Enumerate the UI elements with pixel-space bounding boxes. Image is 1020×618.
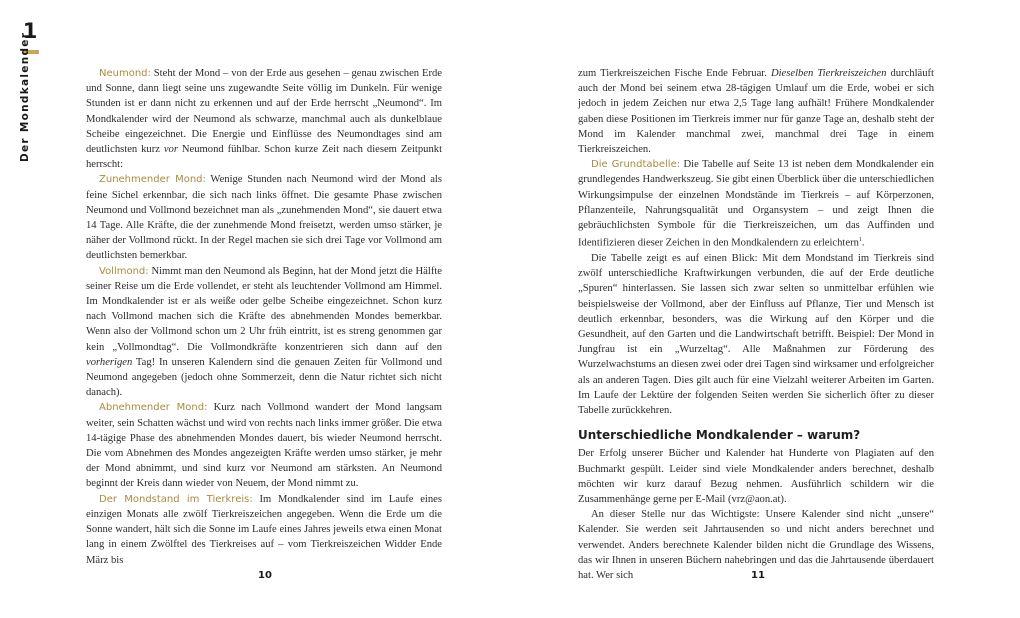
paragraph-text: . [861, 237, 865, 249]
emphasis-text: vor [163, 144, 178, 156]
page-number-right: 11 [751, 570, 765, 581]
emphasis-text: Dieselben Tierkreiszeichen [770, 68, 887, 79]
chapter-number: 1 [22, 19, 38, 43]
keyword-zunehmender-mond: Zunehmender Mond: [99, 174, 206, 186]
keyword-mondstand-tierkreis: Der Mondstand im Tierkreis: [99, 493, 253, 505]
paragraph-text: Neumond fühlbar. Schon kurze Zeit nach diesem Zeitpunkt herrscht: [86, 144, 443, 171]
paragraph-continuation [578, 66, 934, 157]
paragraph-text: durchläuft auch der Mond bei seinem etwa 28-tägigen Umlauf um die Erde, wobei er sich jedoch in jedem Zeichen nur etwa 2,5 Tage lang aufhält! Frühere Mondkalender gaben diese Positionen im Tierkreis immer nur für ganze Tage an, deshalb steht der Mond im Kalender manchmal zwei, manchmal drei Tage in einem Tierkreiszeichen. [578, 68, 934, 156]
section-heading: Unterschiedliche Mondkalender – warum? [578, 428, 861, 443]
paragraph-text: Tag! In unseren Kalendern sind die genauen Zeiten für Vollmond und Neumond angegeben (jedoch ohne Sommerzeit, denn die Natur richtet sich nicht danach). [86, 356, 442, 399]
paragraph-abnehmender-mond [86, 400, 442, 491]
paragraph-wichtigste: An dieser Stelle nur das Wichtigste: Unsere Kalender sind nicht „unsere“ Kalender. Sie werden seit Jahrtausenden so und nicht anders berechnet und verwendet. Anders berechnete Kalender bilden nicht die Grundlage des Wissens, das wir Ihnen in unseren Büchern nahebringen und das die Jahrtausende überdauert hat. Wer sich [578, 509, 934, 582]
keyword-grundtabelle: Die Grundtabelle: [591, 159, 681, 171]
paragraph-text: Wenige Stunden nach Neumond wird der Mond als feine Sichel erkennbar, die sich nach links öffnet. Die gesamte Phase zwischen Neumond und Vollmond bezeichnet man als „zunehmenden Mond“, sie dauert etwa 14 Tage. Alle Kräfte, die der zunehmende Mond freisetzt, werden umso stärker, je näher der Vollmond rückt. In der Regel machen sie sich drei Tage vor Vollmond am deutlichsten bemerkbar. [86, 174, 442, 262]
paragraph-neumond [86, 66, 442, 172]
paragraph-text: zum Tierkreiszeichen Fische Ende Februar. [578, 68, 771, 79]
running-head: Der Mondkalender [19, 31, 31, 162]
keyword-abnehmender-mond: Abnehmender Mond: [99, 402, 208, 414]
paragraph-erfolg: Der Erfolg unserer Bücher und Kalender hat Hunderte von Plagiaten auf den Buchmarkt gespült. Leider sind viele Mondkalender anders berechnet, deshalb möchten wir kurz darauf Bezug nehmen. Ausführlich schildern wir die Zusammenhänge gerne per E-Mail (vrz@aon.at). [578, 448, 934, 506]
keyword-neumond: Neumond: [99, 68, 151, 79]
paragraph-text: Im Mondkalender sind im Laufe eines einzigen Monats alle zwölf Tierkreiszeichen angegeben. Wenn die Erde um die Sonne wandert, hält sich die Sonne im Laufe eines Jahres jeweils etwa einen Monat lang in einem Zwölftel des Tierkreises auf – vom Tierkreiszeichen Widder Ende März bis [86, 493, 442, 566]
paragraph-text: Kurz nach Vollmond wandert der Mond langsam weiter, sein Schatten wächst und wird von rechts nach links immer größer. Die etwa 14-tägige Phase des abnehmenden Mondes dauert, bis wieder Neumond herrscht. Die vom Abnehmen des Mondes angezeigten Kräfte werden umso stärker, je mehr der Mond abnimmt, und sind kurz vor Neumond am stärksten. An Neumond beginnt der Kreis dann wieder von Neuem, der Mond nimmt zu. [86, 402, 442, 490]
paragraph-text: Nimmt man den Neumond als Beginn, hat der Mond jetzt die Hälfte seiner Reise um die Erde vollendet, er steht als leuchtender Vollmond am Himmel. Im Mondkalender ist er als weiße oder gelbe Scheibe eingezeichnet. Schon kurz nach Vollmond machen sich die Kräfte des abnehmenden Mondes bemerkbar. Wenn also der Vollmond schon um 2 Uhr früh eintritt, ist es streng genommen gar kein „Vollmondtag“. Die Vollmondkräfte konzentrieren sich dann auf den [86, 265, 442, 353]
footnote-marker: 1 [858, 237, 862, 244]
paragraph-zunehmender-mond [86, 172, 442, 263]
paragraph-grundtabelle [578, 157, 934, 251]
paragraph-mondstand-tierkreis [86, 492, 442, 568]
paragraph-tabelle-blick: Die Tabelle zeigt es auf einen Blick: Mit dem Mondstand im Tierkreis sind zwölf unterschiedliche Kraftwirkungen verbunden, die auf der Erde deutliche „Spuren“ hinterlassen. Sie lassen sich zwar selten so unmittelbar erfühlen wie beispielsweise der Vollmond, aber der Einfluss auf Pflanze, Tier und Mensch ist deutlich erkennbar, besonders, was die Wirkung auf den Körper und die Gesundheit, auf den Garten und die Landwirtschaft betrifft. Beispiel: Der Mond in Jungfrau ist ein „Wurzeltag“. Alle Maßnahmen zur Förderung des Wurzelwachstums an diesen zwei oder drei Tagen sind wirksamer und erfolgreicher als an anderen Tagen. Dies gilt auch für eine Vielzahl weiterer Arbeiten im Garten. Im Laufe der Lektüre der folgenden Seiten werden Sie sicherlich öfter zu dieser Tabelle zurückkehren. [578, 252, 934, 416]
keyword-vollmond: Vollmond: [99, 265, 149, 277]
right-page-text [578, 66, 934, 583]
paragraph-text: Steht der Mond – von der Erde aus gesehen – genau zwischen Erde und Sonne, dann liegt seine uns zugewandte Seite völlig im Dunkeln. Für wenige Stunden ist er dann nicht zu erkennen und auf der Erde herrscht „Neumond“. Im Mondkalender wird der Neumond als schwarze, manchmal auch als dunkelblaue Scheibe eingezeichnet. Die Energie und Einflüsse des Neumondtages sind am deutlichsten kurz [86, 68, 442, 156]
paragraph-text: Die Tabelle auf Seite 13 ist neben dem Mondkalender ein grundlegendes Handwerkszeug. Sie gibt einen Überblick über die unterschiedlichen Wirkungsimpulse der einzelnen Mondstände im Tierkreis – auf Körperzonen, Pflanzenteile, Nahrungsqualität und Organsystem – und zeigt Ihnen die gebräuchlichsten Symbole für die Tierkreiszeichen, um das Auffinden und Identifizieren dieser Zeichen in den Mondkalendern zu erleichtern [578, 159, 934, 249]
page-number-left: 10 [258, 570, 272, 581]
emphasis-text: vorherigen [86, 356, 133, 368]
left-page-text [86, 66, 442, 568]
paragraph-vollmond [86, 264, 442, 401]
